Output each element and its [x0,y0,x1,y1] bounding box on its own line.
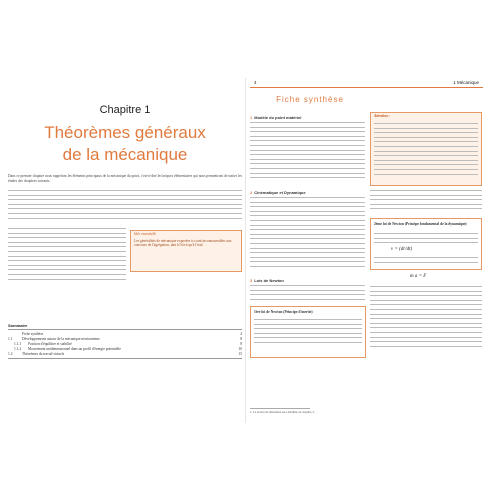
toc-row[interactable]: 1.1.2 Mouvement unidimensionnel dans un profil d'énergie potentielle 10 [14,347,242,351]
force-formula: m a = F [410,274,427,279]
idea-box [130,230,242,272]
principle-label: 2ème loi de Newton (Principe fondamental de la dynamique) [374,222,467,226]
attention-title: Attention : [374,114,390,118]
right-page [250,78,483,423]
intro-body-lines [8,190,242,222]
toc-row[interactable]: 1.1 Développements autour de la mécanique newtonienne 8 [8,337,242,341]
fiche-title: Fiche synthèse [276,95,344,104]
chapter-title-line1: Théorèmes généraux [44,123,206,142]
right-column-body [370,190,482,213]
header-rule [250,87,483,88]
toc-row[interactable]: 1.2 Théorèmes du travail virtuels 15 [8,352,242,356]
chapter-title-line2: de la mécanique [62,145,188,164]
attention-box [370,112,482,186]
section-body [250,197,365,271]
running-head: 1 Mécanique [453,80,479,85]
velocity-formula: v = (dr/dt) [391,247,413,252]
intro-paragraph [8,174,242,183]
intro-excerpt: Dans ce premier chapitre nous rappelons les éléments principaux de la mécanique du point, c'est-à-dire les briques élémentaires qui nous permettront de traiter les études des chapitres suivants. [8,174,242,183]
principle-box [370,218,482,270]
left-page [8,78,242,423]
toc-row[interactable]: Fiche synthèse 4 [22,332,242,336]
toc-row[interactable]: 1.1.1 Position d'équilibre et stabilité 8 [14,342,242,346]
page-fold [245,78,246,423]
intro-body-lines-2 [8,228,126,283]
footnote: 1. La notion de référentiel sera détaillée au chapitre 2. [250,410,315,414]
idea-box-text: Les généralités de mécanique exposées ici sont incontournables aux concours de l'agrégation, tant à l'écrit qu'à l'oral. [134,238,232,248]
toc-rule-top [8,329,242,330]
page-number: 4 [254,80,257,85]
principle-box [250,306,366,358]
section-heading: 1 Modèle du point matériel [250,115,302,120]
section-heading: 2 Cinématique et Dynamique [250,190,306,195]
section-body [250,285,365,303]
section-heading: 3 Lois de Newton [250,278,284,283]
right-column-body-2 [370,286,482,350]
principle-label: 1ère loi de Newton (Principe d'inertie) [254,310,313,314]
chapter-title [8,122,242,166]
toc-title: Sommaire [8,323,28,328]
footnote-rule [250,408,310,409]
toc-rule-bottom [8,358,242,359]
section-body [250,122,365,182]
idea-box-title: Idée essentielle [134,232,157,236]
chapter-label: Chapitre 1 [99,104,151,116]
